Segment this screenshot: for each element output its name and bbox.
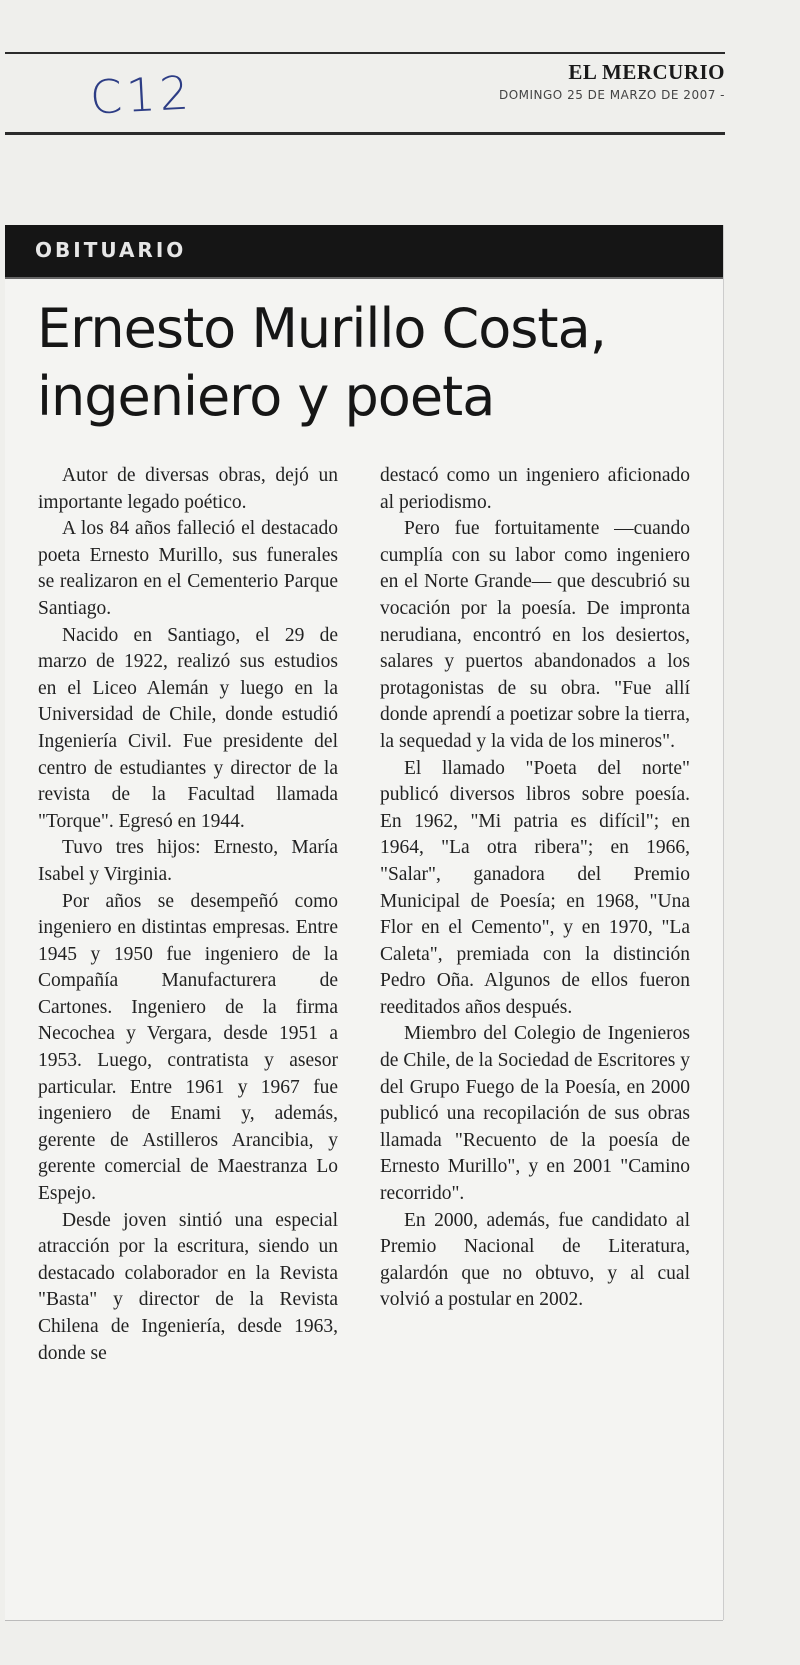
publication-date: DOMINGO 25 DE MARZO DE 2007 -: [498, 88, 725, 102]
top-rule: [5, 52, 725, 54]
newspaper-name: EL MERCURIO: [568, 60, 725, 84]
paragraph: Autor de diversas obras, dejó un importante legado poético.: [38, 465, 338, 513]
section-bar: [5, 225, 723, 279]
headline: [37, 295, 707, 431]
section-label: OBITUARIO: [35, 238, 187, 262]
masthead: [499, 60, 725, 102]
paragraph: Nacido en Santiago, el 29 de marzo de 1922, realizó sus estudios en el Liceo Alemán y luego en la Universidad de Chile, donde estudió Ingeniería Civil. Fue presidente del centro de estudiantes y director de la revista de la Facultad llamada "Torque". Egresó en 1944.: [38, 624, 338, 832]
paragraph: destacó como un ingeniero aficionado al periodismo.: [380, 465, 690, 513]
right-column: [380, 463, 690, 1314]
paragraph: A los 84 años falleció el destacado poeta Ernesto Murillo, sus funerales se realizaron en el Cementerio Parque Santiago.: [38, 518, 338, 619]
header-rule: [5, 132, 725, 135]
paragraph: El llamado "Poeta del norte" publicó diversos libros sobre poesía. En 1962, "Mi patria es difícil"; en 1964, "La otra ribera"; en 1966, "Salar", ganadora del Premio Municipal de Poesía; en 1968, "Una Flor en el Cemento", y en 1970, "La Caleta", premiada con la distinción Pedro Oña. Algunos de ellos fueron reeditados años después.: [380, 757, 690, 1018]
handwritten-page-note: C12: [88, 65, 194, 125]
paragraph: En 2000, además, fue candidato al Premio Nacional de Literatura, galardón que no obtuvo, y al cual volvió a postular en 2002.: [380, 1209, 690, 1311]
paragraph: Desde joven sintió una especial atracción por la escritura, siendo un destacado colaborador en la Revista "Basta" y director de la Revista Chilena de Ingeniería, desde 1963, donde se: [38, 1209, 338, 1364]
article-clipping: [5, 225, 724, 1620]
left-column: [38, 463, 338, 1367]
paragraph: Miembro del Colegio de Ingenieros de Chile, de la Sociedad de Escritores y del Grupo Fuego de la Poesía, en 2000 publicó una recopilación de sus obras llamada "Recuento de la poesía de Ernesto Murillo", y en 2001 "Camino recorrido".: [380, 1023, 690, 1205]
headline-line-2: ingeniero y poeta: [37, 365, 495, 428]
headline-line-1: Ernesto Murillo Costa,: [37, 297, 606, 360]
paragraph: Tuvo tres hijos: Ernesto, María Isabel y Virginia.: [38, 837, 338, 885]
paragraph: Pero fue fortuitamente —cuando cumplía con su labor como ingeniero en el Norte Grande— que descubrió su vocación por la poesía. De impronta nerudiana, encontró en los desiertos, salares y puertos abandonados a los protagonistas de su obra. "Fue allí donde aprendí a poetizar sobre la tierra, la sequedad y la vida de los mineros".: [380, 518, 690, 752]
bottom-rule: [5, 1620, 723, 1621]
paragraph: Por años se desempeñó como ingeniero en distintas empresas. Entre 1945 y 1950 fue ingeniero de la Compañía Manufacturera de Cartones. Ingeniero de la firma Necochea y Vergara, desde 1951 a 1953. Luego, contratista y asesor particular. Entre 1961 y 1967 fue ingeniero de Enami y, además, gerente de Astilleros Arancibia, y gerente comercial de Maestranza Lo Espejo.: [38, 890, 338, 1205]
